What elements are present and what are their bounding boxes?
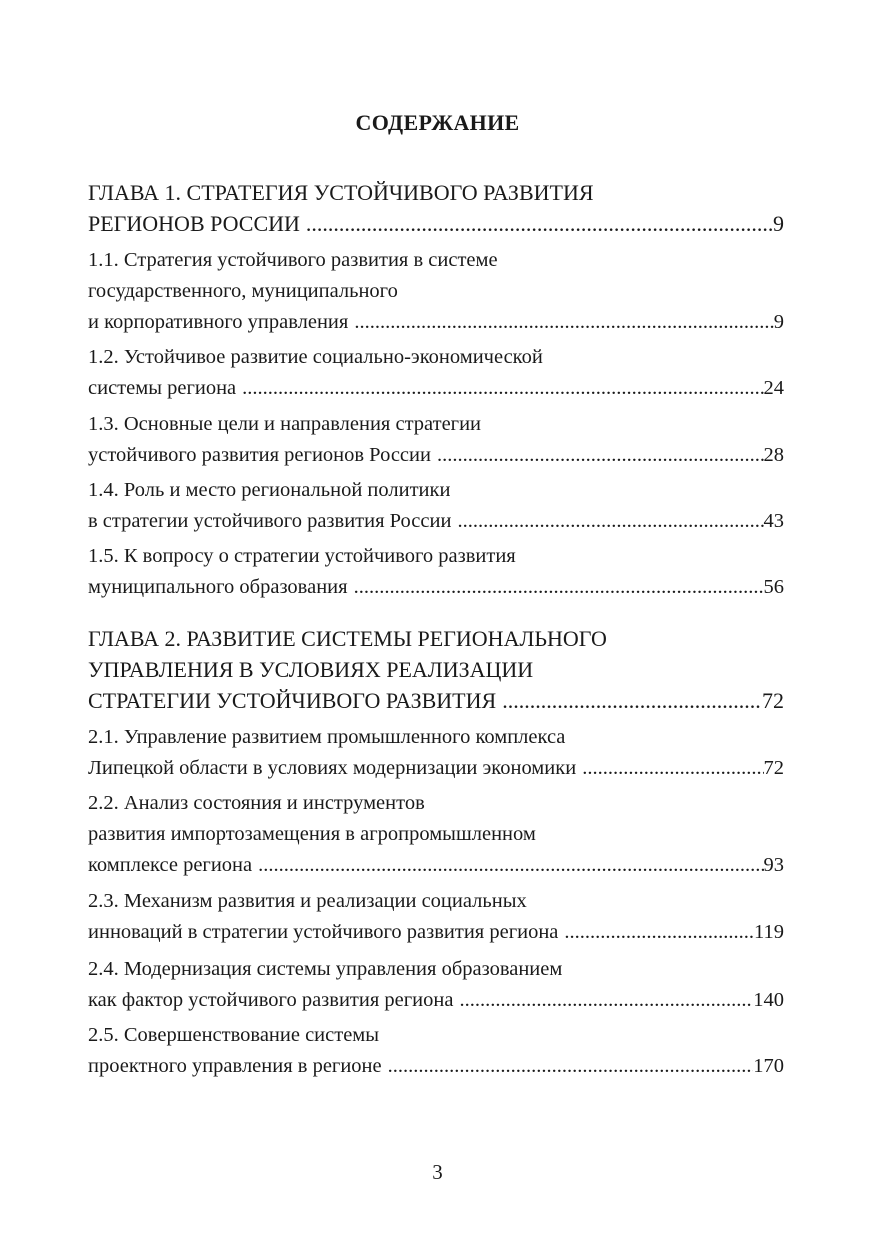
leader-dots	[582, 753, 763, 784]
toc-entry-line: 1.5. К вопросу о стратегии устойчивого развития	[88, 545, 516, 567]
toc-chapter-1[interactable]	[88, 177, 784, 239]
toc-section-1-4[interactable]	[88, 475, 784, 537]
leader-dots	[354, 307, 773, 338]
toc-entry-title-end: как фактор устойчивого развития региона	[88, 989, 454, 1011]
toc-page-number: 93	[763, 854, 784, 876]
toc-entry-line: 1.3. Основные цели и направления стратегии	[88, 413, 482, 435]
toc-entry-title-end: РЕГИОНОВ РОССИИ	[88, 211, 300, 236]
toc-entry-title-end: СТРАТЕГИИ УСТОЙЧИВОГО РАЗВИТИЯ	[88, 688, 497, 713]
page-title: СОДЕРЖАНИЕ	[355, 110, 520, 135]
toc-section-2-2[interactable]	[88, 788, 784, 881]
toc-entry-title-end: и корпоративного управления	[88, 311, 349, 333]
toc-entry-title-end: в стратегии устойчивого развития России	[88, 510, 452, 532]
toc-entry-line: развития импортозамещения в агропромышленном	[88, 823, 536, 845]
toc-page-number: 9	[773, 211, 784, 236]
toc-entry-line: 1.2. Устойчивое развитие социально-экономической	[88, 346, 543, 368]
toc-entry-line: 2.4. Модернизация системы управления образованием	[88, 958, 563, 980]
toc-entry-title-end: Липецкой области в условиях модернизации экономики	[88, 757, 577, 779]
page-number: 3	[432, 1160, 443, 1184]
toc-entry-line: 2.2. Анализ состояния и инструментов	[88, 792, 425, 814]
toc-entry-line: ГЛАВА 1. СТРАТЕГИЯ УСТОЙЧИВОГО РАЗВИТИЯ	[88, 180, 594, 205]
toc-section-2-1[interactable]	[88, 722, 784, 784]
toc-entry-line: государственного, муниципального	[88, 280, 398, 302]
toc-page-number: 72	[762, 688, 784, 713]
leader-dots	[354, 572, 764, 603]
toc-entry-line: ГЛАВА 2. РАЗВИТИЕ СИСТЕМЫ РЕГИОНАЛЬНОГО	[88, 626, 607, 651]
leader-dots	[457, 506, 763, 537]
toc-section-1-3[interactable]	[88, 409, 784, 471]
toc-section-2-5[interactable]	[88, 1020, 784, 1082]
leader-dots	[459, 985, 753, 1016]
toc-entry-title-end: инноваций в стратегии устойчивого развития региона	[88, 921, 559, 943]
toc-entry-line: УПРАВЛЕНИЯ В УСЛОВИЯХ РЕАЛИЗАЦИИ	[88, 657, 534, 682]
leader-dots	[388, 1051, 754, 1082]
toc-entry-line: 1.1. Стратегия устойчивого развития в системе	[88, 249, 498, 271]
toc-section-2-4[interactable]	[88, 954, 784, 1016]
leader-dots	[242, 373, 763, 404]
toc-entry-line: 2.3. Механизм развития и реализации социальных	[88, 890, 527, 912]
toc-entry-line: 2.1. Управление развитием промышленного комплекса	[88, 726, 566, 748]
leader-dots	[437, 440, 764, 471]
toc-page-number: 170	[753, 1055, 784, 1077]
toc-page-number: 9	[773, 311, 784, 333]
toc-section-1-5[interactable]	[88, 541, 784, 603]
toc-page-number: 43	[763, 510, 784, 532]
toc-page-number: 72	[763, 757, 784, 779]
toc-chapter-2[interactable]	[88, 623, 784, 716]
toc-section-2-3[interactable]	[88, 886, 784, 948]
toc-entry-title-end: системы региона	[88, 377, 237, 399]
toc-entry-line: 2.5. Совершенствование системы	[88, 1024, 380, 1046]
toc-entry-title-end: комплексе региона	[88, 854, 253, 876]
toc-page-number: 24	[763, 377, 784, 399]
toc-page-number: 119	[754, 921, 784, 943]
toc-section-1-1[interactable]	[88, 245, 784, 338]
leader-dots	[502, 685, 762, 716]
leader-dots	[306, 208, 773, 239]
toc-entry-title-end: муниципального образования	[88, 576, 348, 598]
toc-page-number: 28	[763, 444, 784, 466]
toc-entry-line: 1.4. Роль и место региональной политики	[88, 479, 451, 501]
leader-dots	[258, 850, 763, 881]
toc-page-number: 140	[753, 989, 784, 1011]
toc-section-1-2[interactable]	[88, 342, 784, 404]
toc-page-number: 56	[763, 576, 784, 598]
toc-entry-title-end: проектного управления в регионе	[88, 1055, 382, 1077]
toc-entry-title-end: устойчивого развития регионов России	[88, 444, 431, 466]
leader-dots	[564, 917, 754, 948]
